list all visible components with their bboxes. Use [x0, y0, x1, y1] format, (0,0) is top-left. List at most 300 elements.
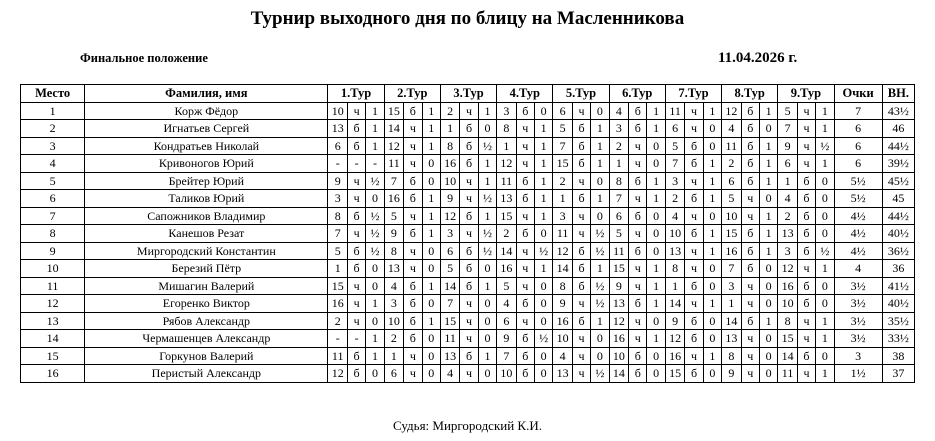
round-8-opponent-cell: 1	[722, 295, 742, 313]
round-8-result-cell: 1	[759, 137, 777, 155]
place-cell: 12	[21, 295, 85, 313]
place-cell: 11	[21, 277, 85, 295]
round-3-color-cell: б	[460, 277, 478, 295]
round-2-opponent-cell: 5	[384, 207, 404, 225]
round-3-opponent-cell: 16	[440, 155, 460, 173]
round-8-opponent-cell: 15	[722, 225, 742, 243]
standings-row	[21, 277, 915, 295]
round-4-color-cell: ч	[516, 155, 534, 173]
player-name-cell: Канешов Резат	[85, 225, 328, 243]
round-8-opponent-cell: 3	[722, 277, 742, 295]
round-8-result-cell: 1	[759, 242, 777, 260]
round-7-color-cell: ч	[685, 295, 703, 313]
round-9-result-cell: 0	[816, 295, 834, 313]
round-3-color-cell: б	[460, 137, 478, 155]
round-8-result-cell: 1	[759, 207, 777, 225]
round-4-result-cell: 0	[534, 102, 552, 120]
header-round-5: 5.Тур	[553, 85, 609, 103]
round-8-result-cell: 0	[759, 347, 777, 365]
round-9-opponent-cell: 3	[778, 242, 798, 260]
round-2-result-cell: 1	[422, 207, 440, 225]
round-8-color-cell: ч	[741, 347, 759, 365]
round-6-result-cell: 0	[647, 242, 665, 260]
round-1-color-cell: ч	[347, 277, 365, 295]
round-1-opponent-cell: 11	[328, 347, 348, 365]
round-5-result-cell: 1	[591, 260, 609, 278]
round-7-result-cell: 0	[703, 330, 721, 348]
standings-table	[20, 84, 915, 383]
round-6-opponent-cell: 11	[609, 242, 629, 260]
round-3-opponent-cell: 11	[440, 330, 460, 348]
round-3-result-cell: 1	[478, 277, 496, 295]
round-6-opponent-cell: 3	[609, 120, 629, 138]
points-cell: 6	[834, 155, 882, 173]
header-round-6: 6.Тур	[609, 85, 665, 103]
round-9-opponent-cell: 11	[778, 365, 798, 383]
place-cell: 16	[21, 365, 85, 383]
round-8-result-cell: 0	[759, 365, 777, 383]
round-4-opponent-cell: 8	[497, 120, 517, 138]
tiebreak-cell: 40½	[882, 295, 914, 313]
round-7-result-cell: 0	[703, 137, 721, 155]
round-2-result-cell: 0	[422, 295, 440, 313]
round-1-opponent-cell: 15	[328, 277, 348, 295]
round-5-opponent-cell: 3	[553, 207, 573, 225]
round-4-color-cell: ч	[516, 260, 534, 278]
round-2-opponent-cell: 2	[384, 330, 404, 348]
round-4-result-cell: 1	[534, 207, 552, 225]
round-5-opponent-cell: 8	[553, 277, 573, 295]
round-3-opponent-cell: 6	[440, 242, 460, 260]
round-7-result-cell: 1	[703, 172, 721, 190]
round-2-result-cell: 0	[422, 347, 440, 365]
round-7-color-cell: ч	[685, 347, 703, 365]
round-8-result-cell: 0	[759, 190, 777, 208]
round-9-opponent-cell: 14	[778, 347, 798, 365]
round-5-result-cell: ½	[591, 295, 609, 313]
standings-row	[21, 102, 915, 120]
header-round-4: 4.Тур	[497, 85, 553, 103]
round-3-result-cell: 1	[478, 102, 496, 120]
round-5-result-cell: 0	[591, 102, 609, 120]
round-3-color-cell: ч	[460, 312, 478, 330]
round-6-opponent-cell: 5	[609, 225, 629, 243]
round-1-opponent-cell: 6	[328, 137, 348, 155]
round-5-color-cell: б	[572, 242, 590, 260]
round-2-color-cell: ч	[404, 155, 422, 173]
round-7-opponent-cell: 8	[665, 260, 685, 278]
round-5-result-cell: 0	[591, 172, 609, 190]
round-4-opponent-cell: 13	[497, 190, 517, 208]
player-name-cell: Чермашенцев Александр	[85, 330, 328, 348]
round-4-color-cell: б	[516, 190, 534, 208]
place-cell: 15	[21, 347, 85, 365]
round-6-result-cell: 0	[647, 155, 665, 173]
round-8-opponent-cell: 7	[722, 260, 742, 278]
round-6-opponent-cell: 15	[609, 260, 629, 278]
round-4-opponent-cell: 6	[497, 312, 517, 330]
round-5-opponent-cell: 10	[553, 330, 573, 348]
round-4-opponent-cell: 4	[497, 295, 517, 313]
round-9-result-cell: 1	[816, 330, 834, 348]
place-cell: 2	[21, 120, 85, 138]
round-3-opponent-cell: 2	[440, 102, 460, 120]
round-7-opponent-cell: 4	[665, 207, 685, 225]
round-8-result-cell: 0	[759, 260, 777, 278]
header-round-8: 8.Тур	[722, 85, 778, 103]
round-2-color-cell: б	[404, 312, 422, 330]
round-4-color-cell: б	[516, 172, 534, 190]
round-4-opponent-cell: 7	[497, 347, 517, 365]
round-7-opponent-cell: 12	[665, 330, 685, 348]
round-9-result-cell: ½	[816, 137, 834, 155]
round-2-color-cell: ч	[404, 365, 422, 383]
round-1-color-cell: ч	[347, 172, 365, 190]
round-5-result-cell: ½	[591, 242, 609, 260]
round-1-opponent-cell: 10	[328, 102, 348, 120]
round-8-result-cell: 1	[759, 102, 777, 120]
round-1-result-cell: 0	[366, 260, 384, 278]
round-2-color-cell: ч	[404, 260, 422, 278]
round-7-opponent-cell: 16	[665, 347, 685, 365]
round-2-color-cell: б	[404, 295, 422, 313]
round-9-color-cell: б	[797, 277, 815, 295]
round-7-opponent-cell: 11	[665, 102, 685, 120]
round-7-color-cell: ч	[685, 172, 703, 190]
round-6-opponent-cell: 2	[609, 137, 629, 155]
round-6-color-cell: ч	[629, 312, 647, 330]
round-3-color-cell: ч	[460, 365, 478, 383]
round-6-color-cell: ч	[629, 260, 647, 278]
round-9-color-cell: б	[797, 347, 815, 365]
round-3-color-cell: б	[460, 207, 478, 225]
round-1-color-cell: б	[347, 347, 365, 365]
round-9-color-cell: ч	[797, 260, 815, 278]
round-8-opponent-cell: 10	[722, 207, 742, 225]
round-7-color-cell: ч	[685, 207, 703, 225]
round-3-result-cell: ½	[478, 225, 496, 243]
round-5-color-cell: б	[572, 137, 590, 155]
header-points: Очки	[834, 85, 882, 103]
round-3-opponent-cell: 5	[440, 260, 460, 278]
round-6-result-cell: 1	[647, 172, 665, 190]
round-3-result-cell: 1	[478, 347, 496, 365]
round-1-result-cell: ½	[366, 225, 384, 243]
round-5-opponent-cell: 11	[553, 225, 573, 243]
round-2-result-cell: 0	[422, 242, 440, 260]
place-cell: 5	[21, 172, 85, 190]
round-7-opponent-cell: 9	[665, 312, 685, 330]
round-1-color-cell: б	[347, 242, 365, 260]
round-2-result-cell: 0	[422, 330, 440, 348]
round-4-opponent-cell: 3	[497, 102, 517, 120]
standings-row	[21, 190, 915, 208]
round-2-result-cell: 1	[422, 312, 440, 330]
header-round-9: 9.Тур	[778, 85, 834, 103]
round-3-color-cell: ч	[460, 190, 478, 208]
round-1-result-cell: 0	[366, 190, 384, 208]
round-5-result-cell: 1	[591, 190, 609, 208]
tiebreak-cell: 33½	[882, 330, 914, 348]
round-2-color-cell: б	[404, 102, 422, 120]
round-9-opponent-cell: 15	[778, 330, 798, 348]
round-8-color-cell: ч	[741, 295, 759, 313]
round-3-color-cell: ч	[460, 102, 478, 120]
round-1-color-cell: б	[347, 137, 365, 155]
judge-signature-line: Судья: Миргородский К.И.	[393, 418, 542, 433]
round-3-color-cell: б	[460, 260, 478, 278]
round-6-result-cell: 1	[647, 120, 665, 138]
round-2-opponent-cell: 13	[384, 260, 404, 278]
round-2-color-cell: б	[404, 190, 422, 208]
round-5-result-cell: 0	[591, 207, 609, 225]
round-4-color-cell: б	[516, 330, 534, 348]
round-6-color-cell: б	[629, 120, 647, 138]
tiebreak-cell: 36½	[882, 242, 914, 260]
round-6-opponent-cell: 10	[609, 347, 629, 365]
header-place: Место	[21, 85, 85, 103]
header-tiebreak: ВН.	[882, 85, 914, 103]
round-5-result-cell: 1	[591, 120, 609, 138]
player-name-cell: Перистый Александр	[85, 365, 328, 383]
player-name-cell: Горкунов Валерий	[85, 347, 328, 365]
round-1-opponent-cell: 1	[328, 260, 348, 278]
round-9-color-cell: ч	[797, 155, 815, 173]
standings-row	[21, 365, 915, 383]
round-2-color-cell: ч	[404, 120, 422, 138]
round-2-result-cell: 1	[422, 225, 440, 243]
round-9-opponent-cell: 1	[778, 172, 798, 190]
round-4-opponent-cell: 2	[497, 225, 517, 243]
round-7-opponent-cell: 3	[665, 172, 685, 190]
round-6-opponent-cell: 4	[609, 102, 629, 120]
points-cell: 6	[834, 120, 882, 138]
round-8-color-cell: б	[741, 172, 759, 190]
player-name-cell: Таликов Юрий	[85, 190, 328, 208]
round-1-color-cell: ч	[347, 312, 365, 330]
round-7-color-cell: б	[685, 312, 703, 330]
round-7-result-cell: 0	[703, 120, 721, 138]
round-7-color-cell: ч	[685, 120, 703, 138]
header-row	[21, 85, 915, 103]
tiebreak-cell: 39½	[882, 155, 914, 173]
round-8-opponent-cell: 9	[722, 365, 742, 383]
round-3-color-cell: б	[460, 155, 478, 173]
round-9-opponent-cell: 2	[778, 207, 798, 225]
round-7-result-cell: 0	[703, 207, 721, 225]
round-6-opponent-cell: 8	[609, 172, 629, 190]
round-4-color-cell: ч	[516, 207, 534, 225]
round-9-result-cell: 1	[816, 155, 834, 173]
round-4-opponent-cell: 9	[497, 330, 517, 348]
round-9-opponent-cell: 13	[778, 225, 798, 243]
round-7-color-cell: ч	[685, 102, 703, 120]
points-cell: 3½	[834, 277, 882, 295]
round-8-result-cell: 0	[759, 295, 777, 313]
place-cell: 6	[21, 190, 85, 208]
round-3-opponent-cell: 7	[440, 295, 460, 313]
round-4-result-cell: 1	[534, 137, 552, 155]
round-4-color-cell: ч	[516, 242, 534, 260]
round-6-color-cell: б	[629, 347, 647, 365]
round-5-color-cell: ч	[572, 347, 590, 365]
round-4-color-cell: б	[516, 102, 534, 120]
round-8-color-cell: б	[741, 155, 759, 173]
round-1-opponent-cell: 9	[328, 172, 348, 190]
round-4-opponent-cell: 15	[497, 207, 517, 225]
round-8-color-cell: ч	[741, 277, 759, 295]
round-3-opponent-cell: 12	[440, 207, 460, 225]
round-9-color-cell: ч	[797, 102, 815, 120]
round-7-color-cell: б	[685, 365, 703, 383]
round-1-result-cell: 1	[366, 120, 384, 138]
points-cell: 4½	[834, 242, 882, 260]
tiebreak-cell: 38	[882, 347, 914, 365]
round-3-result-cell: ½	[478, 190, 496, 208]
round-1-result-cell: 1	[366, 102, 384, 120]
round-9-result-cell: 0	[816, 225, 834, 243]
round-2-opponent-cell: 10	[384, 312, 404, 330]
round-5-result-cell: 0	[591, 347, 609, 365]
round-8-opponent-cell: 6	[722, 172, 742, 190]
round-9-color-cell: ч	[797, 365, 815, 383]
round-6-color-cell: ч	[629, 137, 647, 155]
round-2-opponent-cell: 4	[384, 277, 404, 295]
round-6-color-cell: б	[629, 172, 647, 190]
round-8-opponent-cell: 13	[722, 330, 742, 348]
standings-row	[21, 295, 915, 313]
round-3-result-cell: 0	[478, 260, 496, 278]
round-5-color-cell: б	[572, 190, 590, 208]
round-4-color-cell: б	[516, 365, 534, 383]
round-1-opponent-cell: 5	[328, 242, 348, 260]
header-name: Фамилия, имя	[85, 85, 328, 103]
round-5-color-cell: ч	[572, 207, 590, 225]
round-4-color-cell: б	[516, 295, 534, 313]
round-7-color-cell: б	[685, 190, 703, 208]
points-cell: 5½	[834, 172, 882, 190]
round-6-result-cell: 1	[647, 295, 665, 313]
round-4-result-cell: ½	[534, 242, 552, 260]
round-2-result-cell: 0	[422, 260, 440, 278]
round-9-result-cell: 0	[816, 190, 834, 208]
round-1-result-cell: 1	[366, 330, 384, 348]
round-1-color-cell: ч	[347, 190, 365, 208]
place-cell: 13	[21, 312, 85, 330]
round-7-result-cell: 1	[703, 102, 721, 120]
round-2-opponent-cell: 3	[384, 295, 404, 313]
round-1-opponent-cell: 3	[328, 190, 348, 208]
round-5-opponent-cell: 4	[553, 347, 573, 365]
round-9-opponent-cell: 8	[778, 312, 798, 330]
round-1-color-cell: -	[347, 155, 365, 173]
round-7-result-cell: 1	[703, 347, 721, 365]
tiebreak-cell: 43½	[882, 102, 914, 120]
round-5-result-cell: 1	[591, 155, 609, 173]
tournament-title: Турнир выходного дня по блицу на Масленникова	[250, 8, 685, 29]
round-7-opponent-cell: 14	[665, 295, 685, 313]
points-cell: 1½	[834, 365, 882, 383]
place-cell: 3	[21, 137, 85, 155]
round-9-color-cell: б	[797, 295, 815, 313]
round-4-result-cell: 0	[534, 347, 552, 365]
round-5-opponent-cell: 15	[553, 155, 573, 173]
round-3-color-cell: ч	[460, 172, 478, 190]
round-4-result-cell: 1	[534, 190, 552, 208]
round-6-opponent-cell: 1	[609, 155, 629, 173]
round-9-result-cell: 1	[816, 260, 834, 278]
round-5-opponent-cell: 1	[553, 190, 573, 208]
round-6-result-cell: 0	[647, 225, 665, 243]
standings-row	[21, 242, 915, 260]
round-7-opponent-cell: 15	[665, 365, 685, 383]
round-4-opponent-cell: 1	[497, 137, 517, 155]
round-2-opponent-cell: 6	[384, 365, 404, 383]
round-7-color-cell: ч	[685, 260, 703, 278]
round-2-opponent-cell: 1	[384, 347, 404, 365]
round-6-color-cell: ч	[629, 277, 647, 295]
round-2-result-cell: 1	[422, 190, 440, 208]
round-5-color-cell: б	[572, 312, 590, 330]
round-5-opponent-cell: 16	[553, 312, 573, 330]
round-9-result-cell: ½	[816, 242, 834, 260]
round-3-opponent-cell: 15	[440, 312, 460, 330]
round-1-opponent-cell: 2	[328, 312, 348, 330]
round-3-result-cell: 1	[478, 172, 496, 190]
round-3-opponent-cell: 10	[440, 172, 460, 190]
round-8-color-cell: б	[741, 225, 759, 243]
points-cell: 6	[834, 137, 882, 155]
round-8-opponent-cell: 8	[722, 347, 742, 365]
round-5-opponent-cell: 7	[553, 137, 573, 155]
player-name-cell: Рябов Александр	[85, 312, 328, 330]
round-6-color-cell: ч	[629, 155, 647, 173]
round-5-color-cell: ч	[572, 225, 590, 243]
round-7-result-cell: 0	[703, 277, 721, 295]
round-7-opponent-cell: 1	[665, 277, 685, 295]
round-4-result-cell: 1	[534, 172, 552, 190]
round-1-result-cell: 0	[366, 277, 384, 295]
round-1-opponent-cell: 7	[328, 225, 348, 243]
round-2-opponent-cell: 7	[384, 172, 404, 190]
round-6-color-cell: б	[629, 207, 647, 225]
round-1-color-cell: б	[347, 120, 365, 138]
round-2-result-cell: 1	[422, 102, 440, 120]
points-cell: 3½	[834, 312, 882, 330]
round-8-color-cell: б	[741, 312, 759, 330]
standings-subtitle: Финальное положение	[80, 51, 208, 65]
round-9-color-cell: ч	[797, 137, 815, 155]
round-1-result-cell: 1	[366, 295, 384, 313]
round-5-color-cell: б	[572, 260, 590, 278]
round-8-opponent-cell: 14	[722, 312, 742, 330]
round-4-result-cell: ½	[534, 330, 552, 348]
round-3-color-cell: ч	[460, 295, 478, 313]
player-name-cell: Кривоногов Юрий	[85, 155, 328, 173]
round-4-color-cell: б	[516, 225, 534, 243]
round-4-result-cell: 0	[534, 312, 552, 330]
round-5-opponent-cell: 13	[553, 365, 573, 383]
round-2-color-cell: ч	[404, 242, 422, 260]
round-2-color-cell: б	[404, 277, 422, 295]
round-7-result-cell: 1	[703, 295, 721, 313]
round-5-result-cell: ½	[591, 277, 609, 295]
round-8-result-cell: 1	[759, 155, 777, 173]
tiebreak-cell: 44½	[882, 207, 914, 225]
round-5-opponent-cell: 12	[553, 242, 573, 260]
round-1-result-cell: 0	[366, 312, 384, 330]
round-6-color-cell: ч	[629, 190, 647, 208]
